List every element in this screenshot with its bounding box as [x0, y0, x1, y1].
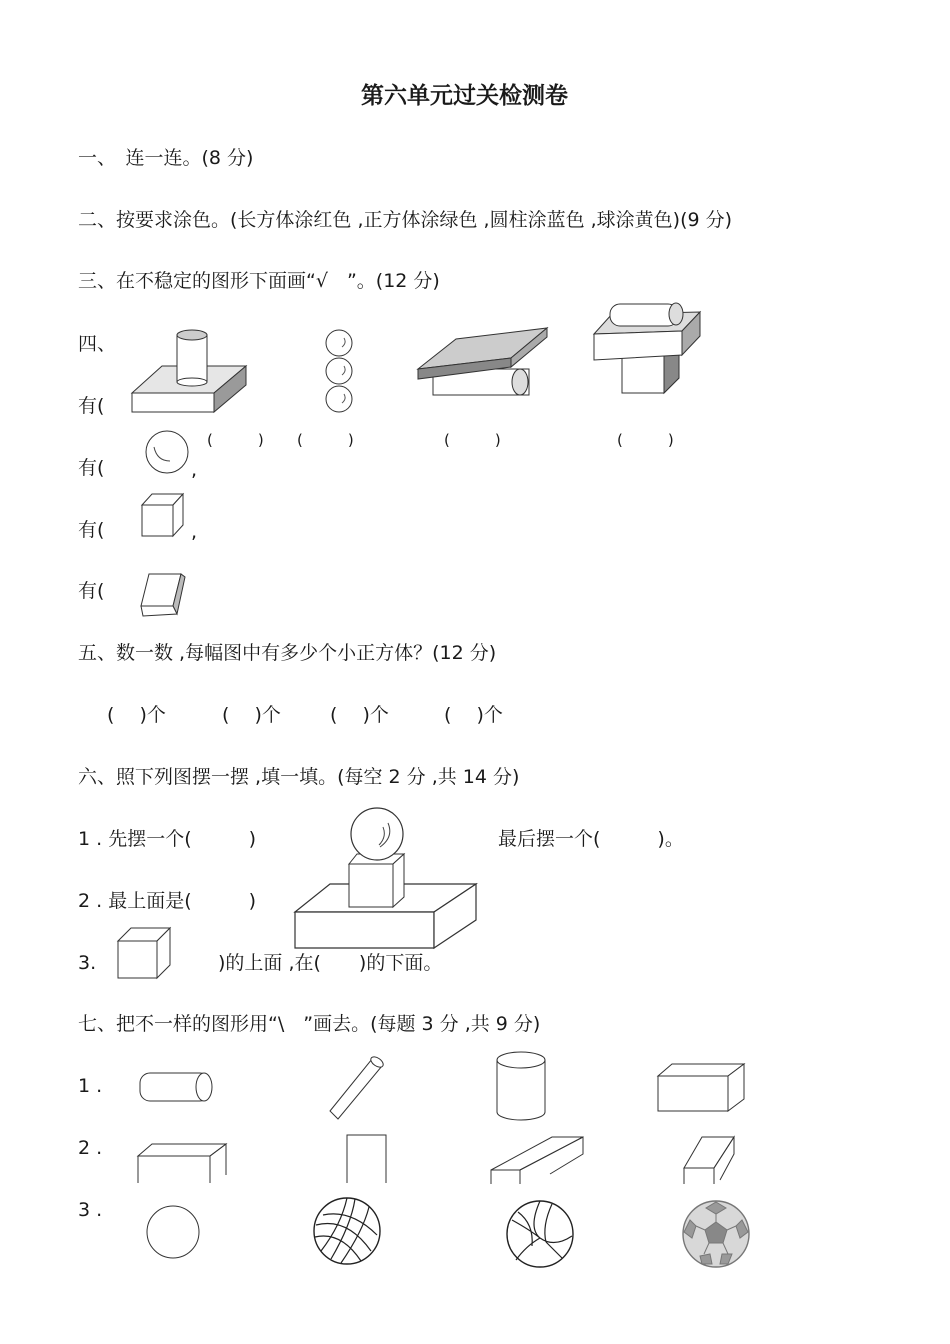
page-title: 第六单元过关检测卷 — [361, 83, 568, 109]
section-3-heading: 三、在不稳定的图形下面画“√ ”。(12 分) — [78, 270, 440, 292]
section-4-row-2: 有( — [78, 457, 105, 479]
ball-icon — [144, 429, 190, 475]
section-4-label: 四、 — [78, 333, 117, 355]
cylinder-on-slab-on-cube-icon — [592, 298, 702, 398]
count-answer-4[interactable]: ( )个 — [444, 704, 503, 726]
section-7-q2: 2 . — [78, 1137, 103, 1159]
section-7-q3: 3 . — [78, 1199, 103, 1221]
cylinder-on-slab-icon — [130, 328, 250, 418]
section-1-heading: 一、 连一连。(8 分) — [78, 147, 254, 169]
section-4-row-4: 有( — [78, 580, 105, 602]
section-6-q3-end: )的上面 ,在( )的下面。 — [218, 952, 443, 974]
section-4-row-3: 有( — [78, 519, 105, 541]
section-4-row-1: 有( — [78, 395, 105, 417]
slab-on-cylinder-icon — [416, 325, 551, 405]
cuboid-icon — [139, 570, 191, 620]
count-answer-3[interactable]: ( )个 — [330, 704, 389, 726]
answer-blank-2[interactable]: ( ) — [297, 431, 354, 449]
section-5-heading: 五、数一数 ,每幅图中有多少个小正方体？(12 分) — [78, 642, 497, 664]
upright-cylinder-icon — [494, 1050, 548, 1124]
section-2-heading: 二、按要求涂色。(长方体涂红色 ,正方体涂绿色 ,圆柱涂蓝色 ,球涂黄色)(9 分) — [78, 209, 733, 231]
volleyball-icon — [311, 1195, 383, 1267]
soccer-ball-icon — [680, 1198, 752, 1270]
cuboid-icon — [136, 1141, 230, 1185]
section-6-q3: 3. — [78, 952, 97, 974]
section-6-heading: 六、照下列图摆一摆 ,填一填。(每空 2 分 ,共 14 分) — [78, 766, 520, 788]
horizontal-cylinder-icon — [138, 1070, 216, 1104]
answer-blank-4[interactable]: ( ) — [617, 431, 674, 449]
cube-icon — [140, 491, 186, 539]
three-balls-stack-icon — [320, 328, 358, 418]
section-6-q1: 1 . 先摆一个( ) — [78, 828, 257, 850]
slanted-cylinder-icon — [326, 1053, 386, 1121]
upright-cuboid-icon — [344, 1133, 390, 1185]
volleyball-icon — [504, 1198, 576, 1270]
section-4-comma-1: , — [191, 459, 198, 481]
slanted-cuboid-icon — [488, 1134, 586, 1186]
section-4-comma-2: , — [191, 521, 198, 543]
ball-cube-cuboid-stack-icon — [293, 807, 479, 951]
section-7-q1: 1 . — [78, 1075, 103, 1097]
answer-blank-1[interactable]: ( ) — [207, 431, 264, 449]
section-6-q1-end: 最后摆一个( )。 — [498, 828, 684, 850]
count-answer-1[interactable]: ( )个 — [107, 704, 166, 726]
cube-icon — [116, 925, 174, 981]
cuboid-icon — [656, 1061, 748, 1115]
plain-ball-icon — [145, 1204, 201, 1260]
section-7-heading: 七、把不一样的图形用“\ ”画去。(每题 3 分 ,共 9 分) — [78, 1013, 541, 1035]
count-answer-2[interactable]: ( )个 — [222, 704, 281, 726]
tilted-cuboid-icon — [680, 1134, 738, 1186]
section-6-q2: 2 . 最上面是( ) — [78, 890, 257, 912]
answer-blank-3[interactable]: ( ) — [444, 431, 501, 449]
